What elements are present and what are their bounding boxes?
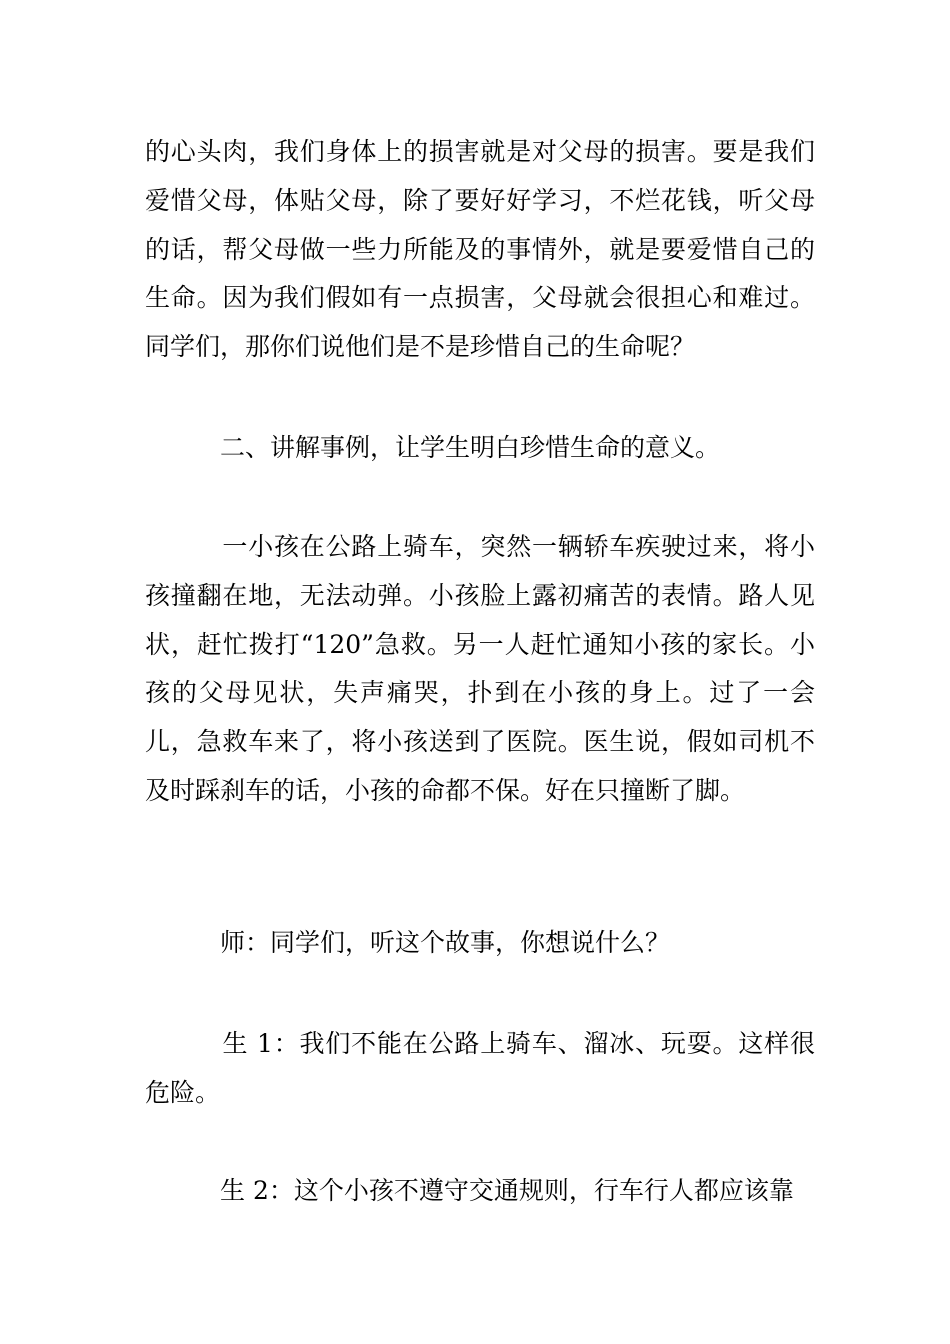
paragraph-student-2: 生 2：这个小孩不遵守交通规则，行车行人都应该靠 [145, 1176, 794, 1205]
paragraph-student-1: 生 1：我们不能在公路上骑车、溜冰、玩耍。这样很危险。 [145, 1029, 815, 1107]
paragraph-accident-story: 一小孩在公路上骑车，突然一辆轿车疾驶过来，将小孩撞翻在地，无法动弹。小孩脸上露初痛苦的表情。路人见状，赶忙拨打“120”急救。另一人赶忙通知小孩的家长。小孩的父母见状，失声痛哭，扑到在小孩的身上。过了一会儿，急救车来了，将小孩送到了医院。医生说，假如司机不及时踩刹车的话，小孩的命都不保。好在只撞断了脚。 [145, 532, 815, 805]
paragraph-teacher-question: 师：同学们，听这个故事，你想说什么？ [145, 928, 671, 957]
paragraph-parents-care: 的心头肉，我们身体上的损害就是对父母的损害。要是我们爱惜父母，体贴父母，除了要好好学习，不烂花钱，听父母的话，帮父母做一些力所能及的事情外，就是要爱惜自己的生命。因为我们假如有一点损害，父母就会很担心和难过。同学们，那你们说他们是不是珍惜自己的生命呢？ [145, 137, 815, 362]
section-heading-examples: 二、讲解事例，让学生明白珍惜生命的意义。 [145, 433, 721, 462]
